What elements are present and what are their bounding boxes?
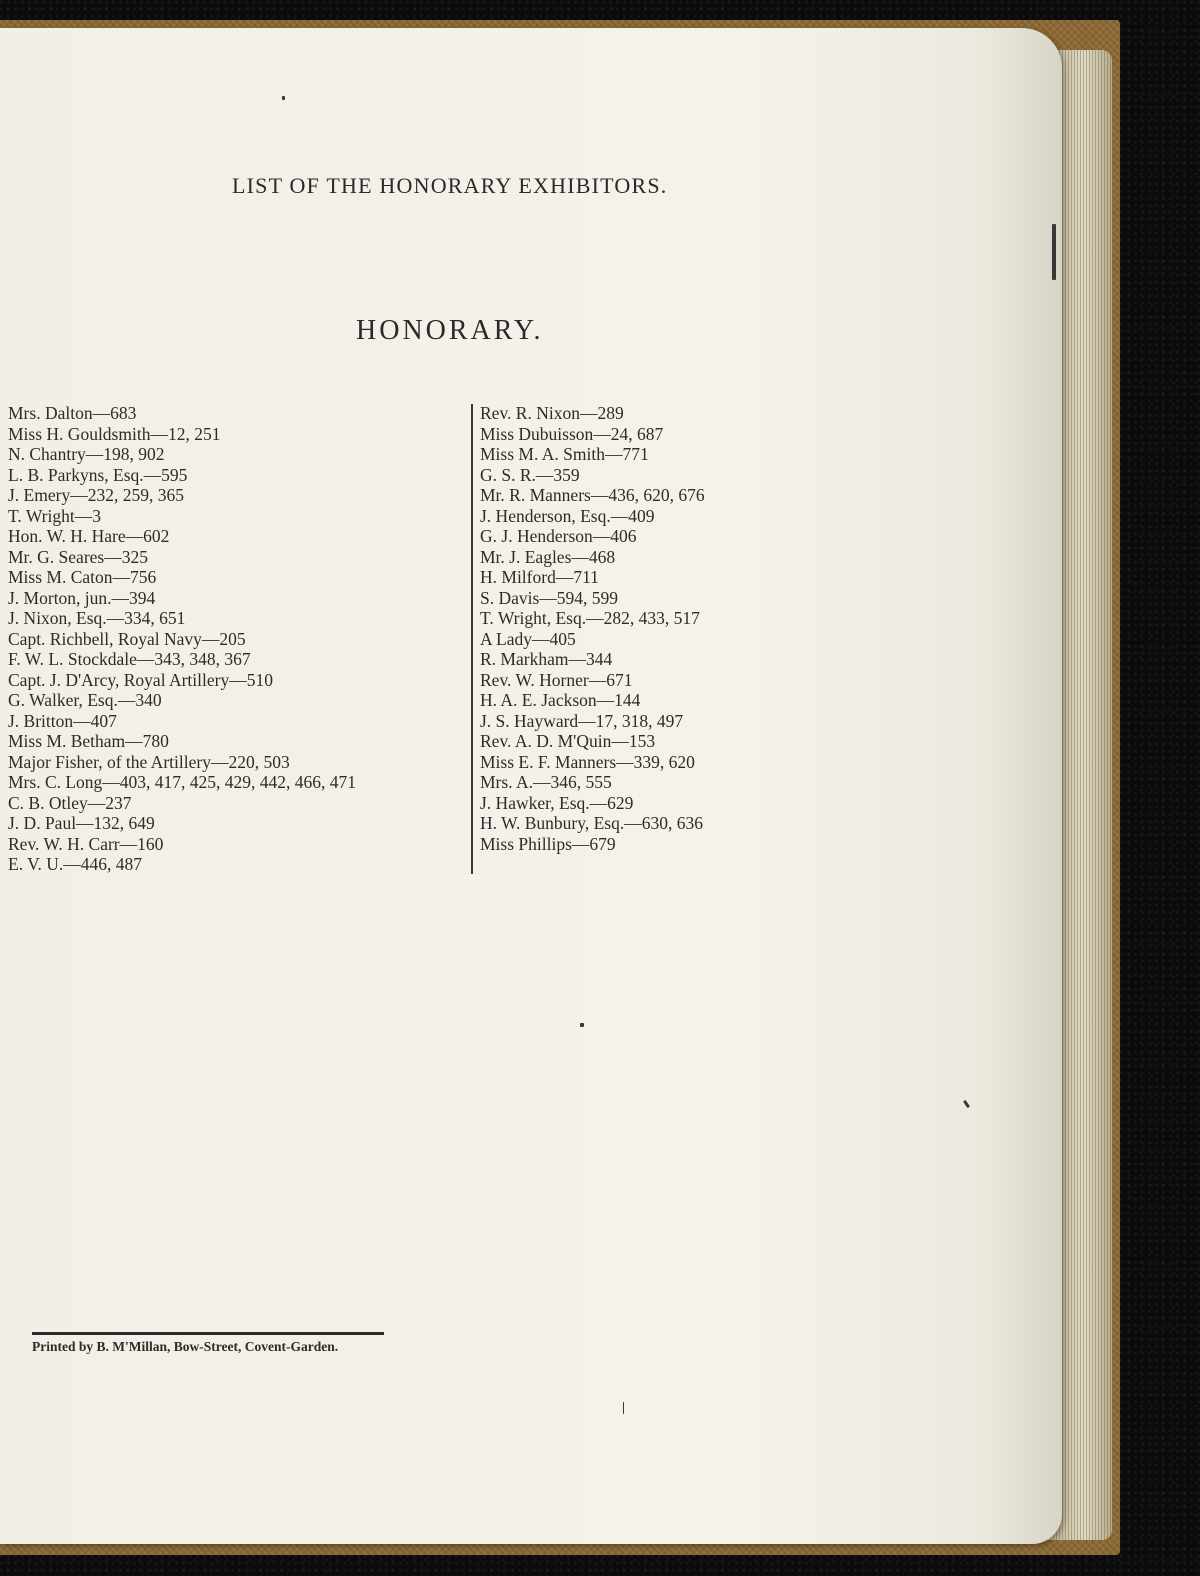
exhibitor-entry: Miss M. Caton—756 [8,567,157,587]
exhibitor-entry: H. Milford—711 [480,567,599,587]
book-page [0,28,1062,1544]
exhibitor-entry: E. V. U.—446, 487 [8,854,143,874]
exhibitor-entry: Miss H. Gouldsmith—12, 251 [8,423,221,444]
exhibitor-entry: Miss Phillips—679 [480,833,616,854]
exhibitor-entry: H. W. Bunbury, Esq.—630, 636 [480,813,703,833]
exhibitor-entry: J. D. Paul—132, 649 [8,813,155,833]
ink-speck [282,96,285,100]
exhibitor-entry: Mr. R. Manners—436, 620, 676 [480,485,705,505]
section-title: HONORARY. [356,315,544,346]
ink-speck [963,1100,970,1108]
exhibitor-list-left [8,403,356,875]
exhibitor-entry: Rev. A. D. M'Quin—153 [480,731,656,751]
exhibitor-entry: Miss M. A. Smith—771 [480,444,649,464]
exhibitor-entry: J. Britton—407 [8,710,117,731]
exhibitor-entry: L. B. Parkyns, Esq.—595 [8,464,188,485]
exhibitor-entry: J. Henderson, Esq.—409 [480,505,655,526]
exhibitor-list-right [480,403,705,854]
exhibitor-entry: Mr. J. Eagles—468 [480,546,616,567]
exhibitor-entry: T. Wright, Esq.—282, 433, 517 [480,608,700,628]
printer-imprint: Printed by B. M'Millan, Bow-Street, Covent-Garden. [32,1339,339,1354]
exhibitor-entry: A Lady—405 [480,628,576,649]
exhibitor-entry: Major Fisher, of the Artillery—220, 503 [8,751,290,772]
exhibitor-entry: H. A. E. Jackson—144 [480,690,641,710]
exhibitor-entry: F. W. L. Stockdale—343, 348, 367 [8,649,251,669]
column-divider [471,404,473,874]
exhibitor-entry: Hon. W. H. Hare—602 [8,526,170,546]
exhibitor-entry: Mr. G. Seares—325 [8,546,148,567]
exhibitor-entry: S. Davis—594, 599 [480,587,619,608]
exhibitor-entry: R. Markham—344 [480,649,613,669]
page-heading: LIST OF THE HONORARY EXHIBITORS. [232,173,668,198]
exhibitor-entry: Miss E. F. Manners—339, 620 [480,751,695,772]
exhibitor-entry: N. Chantry—198, 902 [8,444,165,464]
exhibitor-entry: J. S. Hayward—17, 318, 497 [480,710,684,731]
exhibitor-entry: Miss M. Betham—780 [8,731,169,751]
exhibitor-entry: Mrs. A.—346, 555 [480,772,612,792]
exhibitor-entry: C. B. Otley—237 [8,792,132,813]
exhibitor-entry: Rev. W. H. Carr—160 [8,833,164,854]
exhibitor-entry: J. Morton, jun.—394 [8,587,156,608]
exhibitor-entry: Capt. J. D'Arcy, Royal Artillery—510 [8,669,273,690]
exhibitor-entry: G. J. Henderson—406 [480,526,637,546]
ink-speck [580,1023,584,1027]
imprint-rule [32,1332,384,1335]
exhibitor-entry: Mrs. Dalton—683 [8,403,137,423]
exhibitor-entry: Miss Dubuisson—24, 687 [480,423,664,444]
exhibitor-entry: G. Walker, Esq.—340 [8,690,162,710]
ink-speck [623,1402,624,1414]
exhibitor-entry: J. Emery—232, 259, 365 [8,485,184,505]
exhibitor-entry: Rev. W. Horner—671 [480,669,633,690]
exhibitor-entry: Rev. R. Nixon—289 [480,403,624,423]
exhibitor-entry: Capt. Richbell, Royal Navy—205 [8,628,246,649]
exhibitor-entry: J. Nixon, Esq.—334, 651 [8,608,186,628]
exhibitor-entry: J. Hawker, Esq.—629 [480,792,634,813]
exhibitor-entry: Mrs. C. Long—403, 417, 425, 429, 442, 466, 471 [8,772,357,792]
exhibitor-entry: G. S. R.—359 [480,464,580,485]
exhibitor-entry: T. Wright—3 [8,505,101,526]
page-tab-mark [1052,224,1056,280]
